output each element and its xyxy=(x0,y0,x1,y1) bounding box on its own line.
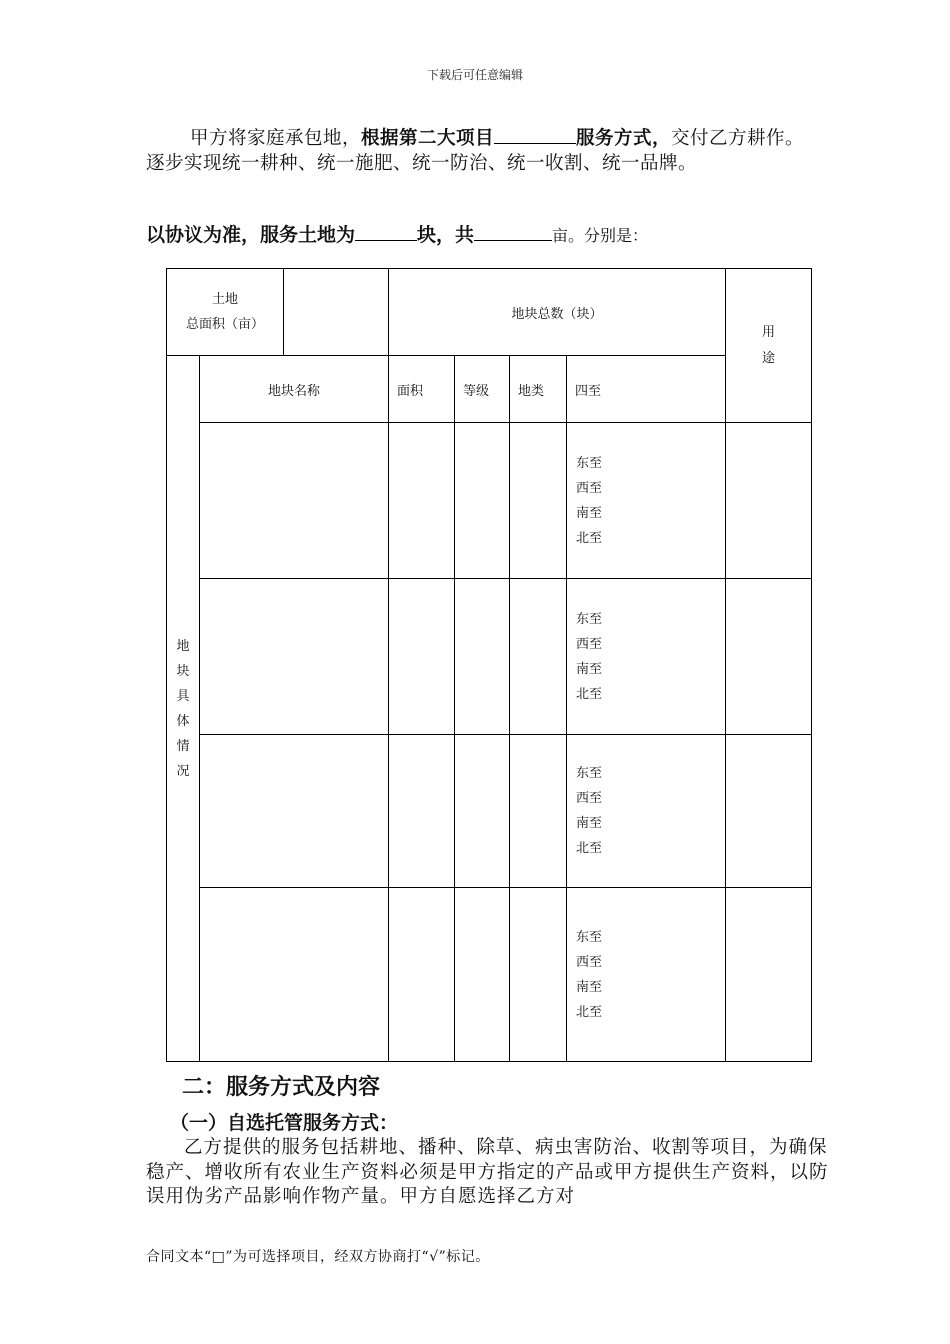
bound-south: 南至 xyxy=(576,816,603,831)
summary-text-a: 以协议为准，服务土地为 xyxy=(146,224,356,246)
bound-north: 北至 xyxy=(576,1004,603,1020)
plot-type-cell[interactable] xyxy=(510,423,567,579)
plot-summary-line xyxy=(146,222,648,249)
blank-plot-count[interactable] xyxy=(355,222,417,241)
table-row xyxy=(167,579,812,735)
plot-boundaries-cell[interactable] xyxy=(567,735,726,888)
plot-grade-cell[interactable] xyxy=(455,735,510,888)
bound-north: 北至 xyxy=(576,530,603,546)
land-plot-table xyxy=(166,268,812,1062)
intro-paragraph xyxy=(146,125,816,176)
side-char: 情 xyxy=(176,738,190,754)
bound-west: 西至 xyxy=(576,636,603,652)
plot-name-cell[interactable] xyxy=(200,423,389,579)
plot-type-cell[interactable] xyxy=(510,888,567,1062)
page-footer: 合同文本“□”为可选择项目，经双方协商打“√”标记。 xyxy=(146,1249,490,1265)
plot-type-cell[interactable] xyxy=(510,579,567,735)
service-text: 乙方提供的服务包括耕地、播种、除草、病虫害防治、收割等项目，为确保稳产、增收所有农业生产资料必须是甲方指定的产品或甲方提供生产资料，以防误用伪劣产品影响作物产量。甲方自愿选择乙方对 xyxy=(146,1137,829,1207)
plot-boundaries-cell[interactable] xyxy=(567,579,726,735)
blank-project[interactable] xyxy=(494,125,576,144)
section-title: 二：服务方式及内容 xyxy=(182,1075,381,1100)
side-char: 况 xyxy=(176,763,190,779)
col-grade: 等级 xyxy=(455,356,510,423)
bound-north: 北至 xyxy=(576,841,603,856)
usage-label-1: 用 xyxy=(762,324,776,340)
page-header: 下载后可任意编辑 xyxy=(426,68,523,82)
summary-text-b: 块，共 xyxy=(417,224,475,246)
bound-south: 南至 xyxy=(576,505,603,521)
bound-east: 东至 xyxy=(576,929,603,945)
side-char: 地 xyxy=(176,638,190,654)
plot-area-cell[interactable] xyxy=(389,423,455,579)
usage-label-2: 途 xyxy=(762,350,776,366)
plot-area-cell[interactable] xyxy=(389,735,455,888)
total-area-value-cell[interactable] xyxy=(284,269,389,356)
table-row xyxy=(167,888,812,1062)
summary-text-c: 亩。分别是： xyxy=(552,226,649,245)
intro-text-2: 交付乙方耕作。逐步实现统一耕种、统一施肥、统一防治、统一收割、统一品牌。 xyxy=(146,128,805,174)
plot-usage-cell[interactable] xyxy=(726,423,812,579)
col-plot-name: 地块名称 xyxy=(200,356,389,423)
bound-west: 西至 xyxy=(576,791,603,806)
plot-grade-cell[interactable] xyxy=(455,888,510,1062)
plot-grade-cell[interactable] xyxy=(455,579,510,735)
col-boundaries: 四至 xyxy=(567,356,726,423)
bound-east: 东至 xyxy=(576,611,603,627)
bound-west: 西至 xyxy=(576,480,603,496)
plot-name-cell[interactable] xyxy=(200,735,389,888)
service-paragraph xyxy=(146,1136,836,1210)
bound-south: 南至 xyxy=(576,661,603,677)
side-char: 块 xyxy=(176,663,190,679)
total-area-label-2: 总面积（亩） xyxy=(186,317,265,332)
plot-name-cell[interactable] xyxy=(200,579,389,735)
plot-boundaries-cell[interactable] xyxy=(567,888,726,1062)
plot-usage-cell[interactable] xyxy=(726,888,812,1062)
total-area-header xyxy=(167,269,284,356)
side-char: 体 xyxy=(176,713,190,729)
table-row xyxy=(167,423,812,579)
total-plots-header: 地块总数（块） xyxy=(389,269,726,356)
subsection-title: （一）自选托管服务方式： xyxy=(170,1112,399,1134)
plot-usage-cell[interactable] xyxy=(726,579,812,735)
plot-grade-cell[interactable] xyxy=(455,423,510,579)
table-row xyxy=(167,735,812,888)
plot-usage-cell[interactable] xyxy=(726,735,812,888)
intro-text-1: 甲方将家庭承包地， xyxy=(190,128,362,149)
intro-bold-2: 服务方式， xyxy=(576,128,672,149)
bound-south: 南至 xyxy=(576,979,603,995)
plot-name-cell[interactable] xyxy=(200,888,389,1062)
usage-header xyxy=(726,269,812,423)
intro-bold-1: 根据第二大项目 xyxy=(361,128,495,149)
blank-acre-count[interactable] xyxy=(474,222,552,241)
plot-area-cell[interactable] xyxy=(389,579,455,735)
plot-area-cell[interactable] xyxy=(389,888,455,1062)
bound-east: 东至 xyxy=(576,455,603,471)
col-land-type: 地类 xyxy=(510,356,567,423)
total-area-label-1: 土地 xyxy=(212,292,239,307)
side-char: 具 xyxy=(176,688,190,704)
bound-west: 西至 xyxy=(576,954,603,970)
bound-north: 北至 xyxy=(576,686,603,702)
plot-details-side-label xyxy=(167,356,200,1062)
bound-east: 东至 xyxy=(576,766,603,781)
col-area: 面积 xyxy=(389,356,455,423)
plot-type-cell[interactable] xyxy=(510,735,567,888)
plot-boundaries-cell[interactable] xyxy=(567,423,726,579)
